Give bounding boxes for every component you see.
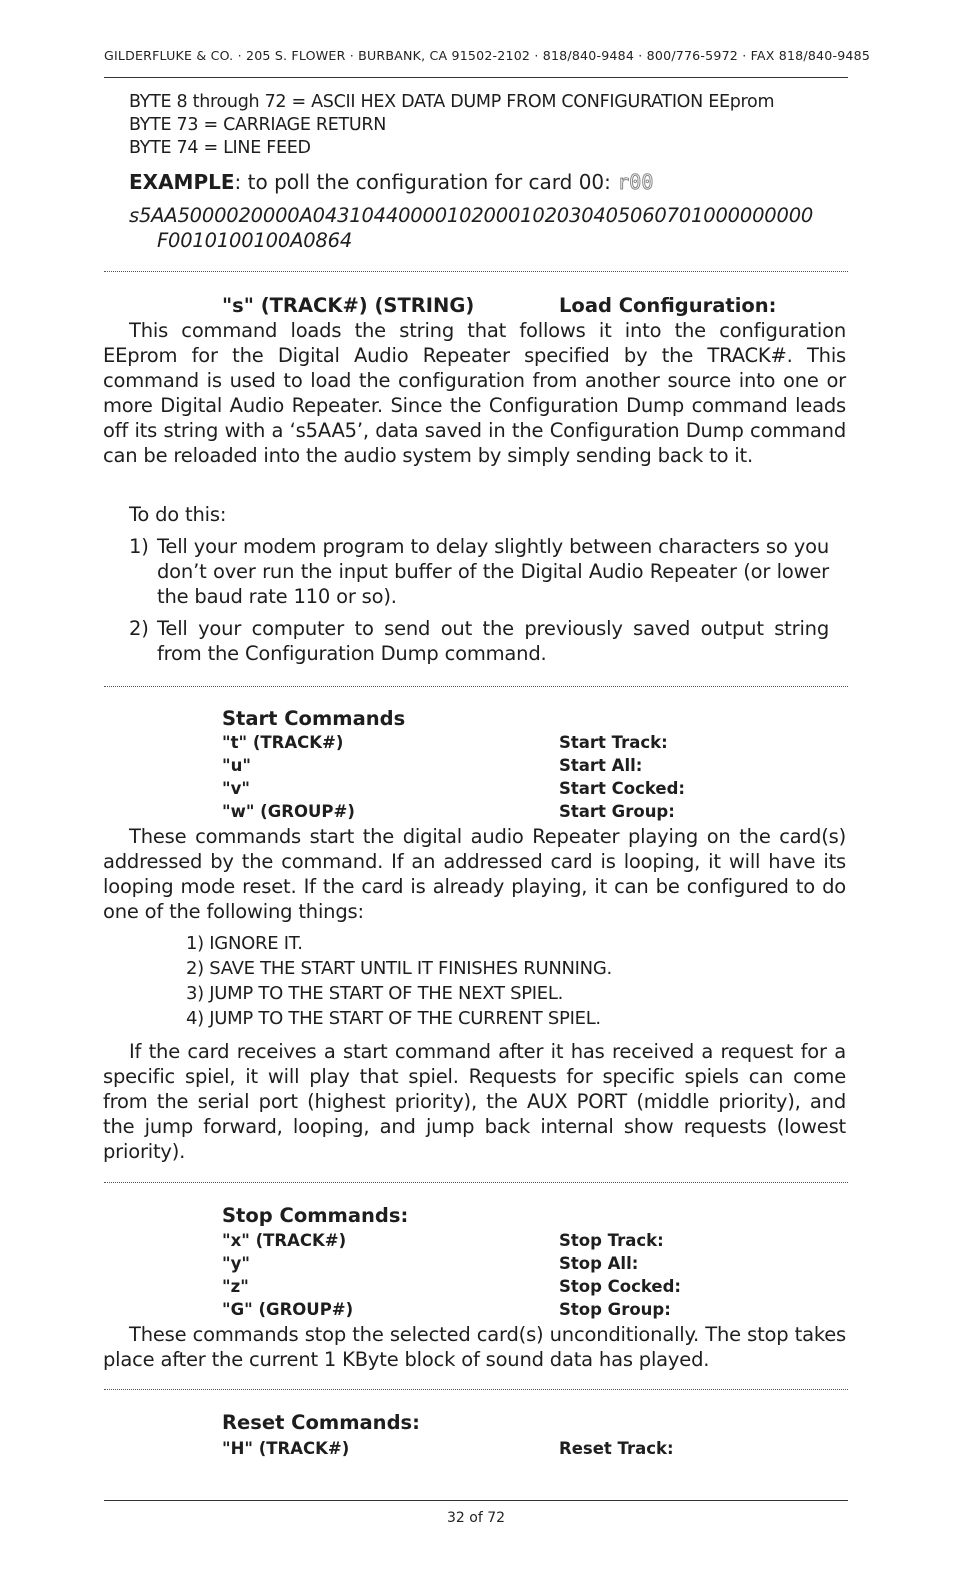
start-cmd-3: "v" <box>222 779 250 798</box>
start-desc-3: Start Cocked: <box>559 779 686 798</box>
load-step-1 <box>129 534 829 609</box>
byte-line-2: BYTE 73 = CARRIAGE RETURN <box>129 115 387 135</box>
stop-desc-3: Stop Cocked: <box>559 1277 682 1296</box>
example-line <box>129 170 653 194</box>
start-desc-2: Start All: <box>559 756 643 775</box>
stop-desc-1: Stop Track: <box>559 1231 664 1250</box>
section-divider <box>104 1389 848 1390</box>
header-rule <box>104 77 848 78</box>
dump-line-1: s5AA5000020000A04310440000102000102030405060701000000000 <box>129 204 814 227</box>
reset-desc-1: Reset Track: <box>559 1439 674 1458</box>
section-divider <box>104 686 848 687</box>
step-text: Tell your computer to send out the previously saved output string from the Configuration Dump command. <box>157 617 829 665</box>
start-paragraph: These commands start the digital audio Repeater playing on the card(s) addressed by the command. If an addressed card is looping, it will have its looping mode reset. If the card is already playing, it can be configured to do one of the following things: <box>103 825 846 923</box>
step-text: Tell your modem program to delay slightly between characters so you don’t over run the input buffer of the Digital Audio Repeater (or lower the baud rate 110 or so). <box>157 535 829 608</box>
stop-desc-2: Stop All: <box>559 1254 639 1273</box>
stop-desc-4: Stop Group: <box>559 1300 671 1319</box>
reset-heading: Reset Commands: <box>222 1411 420 1434</box>
load-todo: To do this: <box>129 503 227 526</box>
start-desc-4: Start Group: <box>559 802 675 821</box>
step-number: 2) <box>129 617 149 640</box>
page-header: GILDERFLUKE & CO. · 205 S. FLOWER · BURBANK, CA 91502-2102 · 818/840-9484 · 800/776-5972 · FAX 818/840-9485 <box>104 48 871 63</box>
start-option-2: 2) SAVE THE START UNTIL IT FINISHES RUNNING. <box>186 958 612 979</box>
section-divider <box>104 1182 848 1183</box>
stop-cmd-4: "G" (GROUP#) <box>222 1300 354 1319</box>
stop-cmd-3: "z" <box>222 1277 249 1296</box>
byte-line-1: BYTE 8 through 72 = ASCII HEX DATA DUMP FROM CONFIGURATION EEprom <box>129 92 775 112</box>
start-desc-1: Start Track: <box>559 733 668 752</box>
stop-cmd-1: "x" (TRACK#) <box>222 1231 347 1250</box>
dump-line-2: F0010100100A0864 <box>157 229 353 252</box>
page-number: 32 of 72 <box>446 1510 506 1526</box>
step-number: 1) <box>129 535 149 558</box>
load-title: Load Configuration: <box>559 294 777 317</box>
start-cmd-1: "t" (TRACK#) <box>222 733 344 752</box>
stop-heading: Stop Commands: <box>222 1204 409 1227</box>
stop-cmd-2: "y" <box>222 1254 250 1273</box>
load-step-2 <box>129 616 829 666</box>
load-command: "s" (TRACK#) (STRING) <box>222 294 475 317</box>
start-option-4: 4) JUMP TO THE START OF THE CURRENT SPIEL. <box>186 1008 601 1029</box>
start-paragraph-2: If the card receives a start command after it has received a request for a specific spiel, it will play that spiel. Requests for specific spiels can come from the serial port (highest priority), the AUX PORT (middle priority), and the jump forward, looping, and jump back internal show requests (lowest priority). <box>103 1040 846 1163</box>
section-divider <box>104 271 848 272</box>
reset-cmd-1: "H" (TRACK#) <box>222 1439 350 1458</box>
start-cmd-2: "u" <box>222 756 251 775</box>
example-code: r00 <box>617 170 654 194</box>
example-text: : to poll the configuration for card 00: <box>234 170 618 194</box>
footer-rule <box>104 1500 848 1501</box>
start-option-3: 3) JUMP TO THE START OF THE NEXT SPIEL. <box>186 983 563 1004</box>
example-label: EXAMPLE <box>129 170 235 194</box>
start-option-1: 1) IGNORE IT. <box>186 933 303 954</box>
start-heading: Start Commands <box>222 707 406 730</box>
stop-paragraph: These commands stop the selected card(s) unconditionally. The stop takes place after the current 1 KByte block of sound data has played. <box>103 1323 846 1371</box>
start-cmd-4: "w" (GROUP#) <box>222 802 355 821</box>
byte-line-3: BYTE 74 = LINE FEED <box>129 138 311 158</box>
load-paragraph: This command loads the string that follows it into the configuration EEprom for the Digital Audio Repeater specified by the TRACK#. This command is used to load the configuration from another source into one or more Digital Audio Repeater. Since the Configuration Dump command leads off its string with a ‘s5AA5’, data saved in the Configuration Dump command can be reloaded into the audio system by simply sending back to it. <box>103 319 846 467</box>
